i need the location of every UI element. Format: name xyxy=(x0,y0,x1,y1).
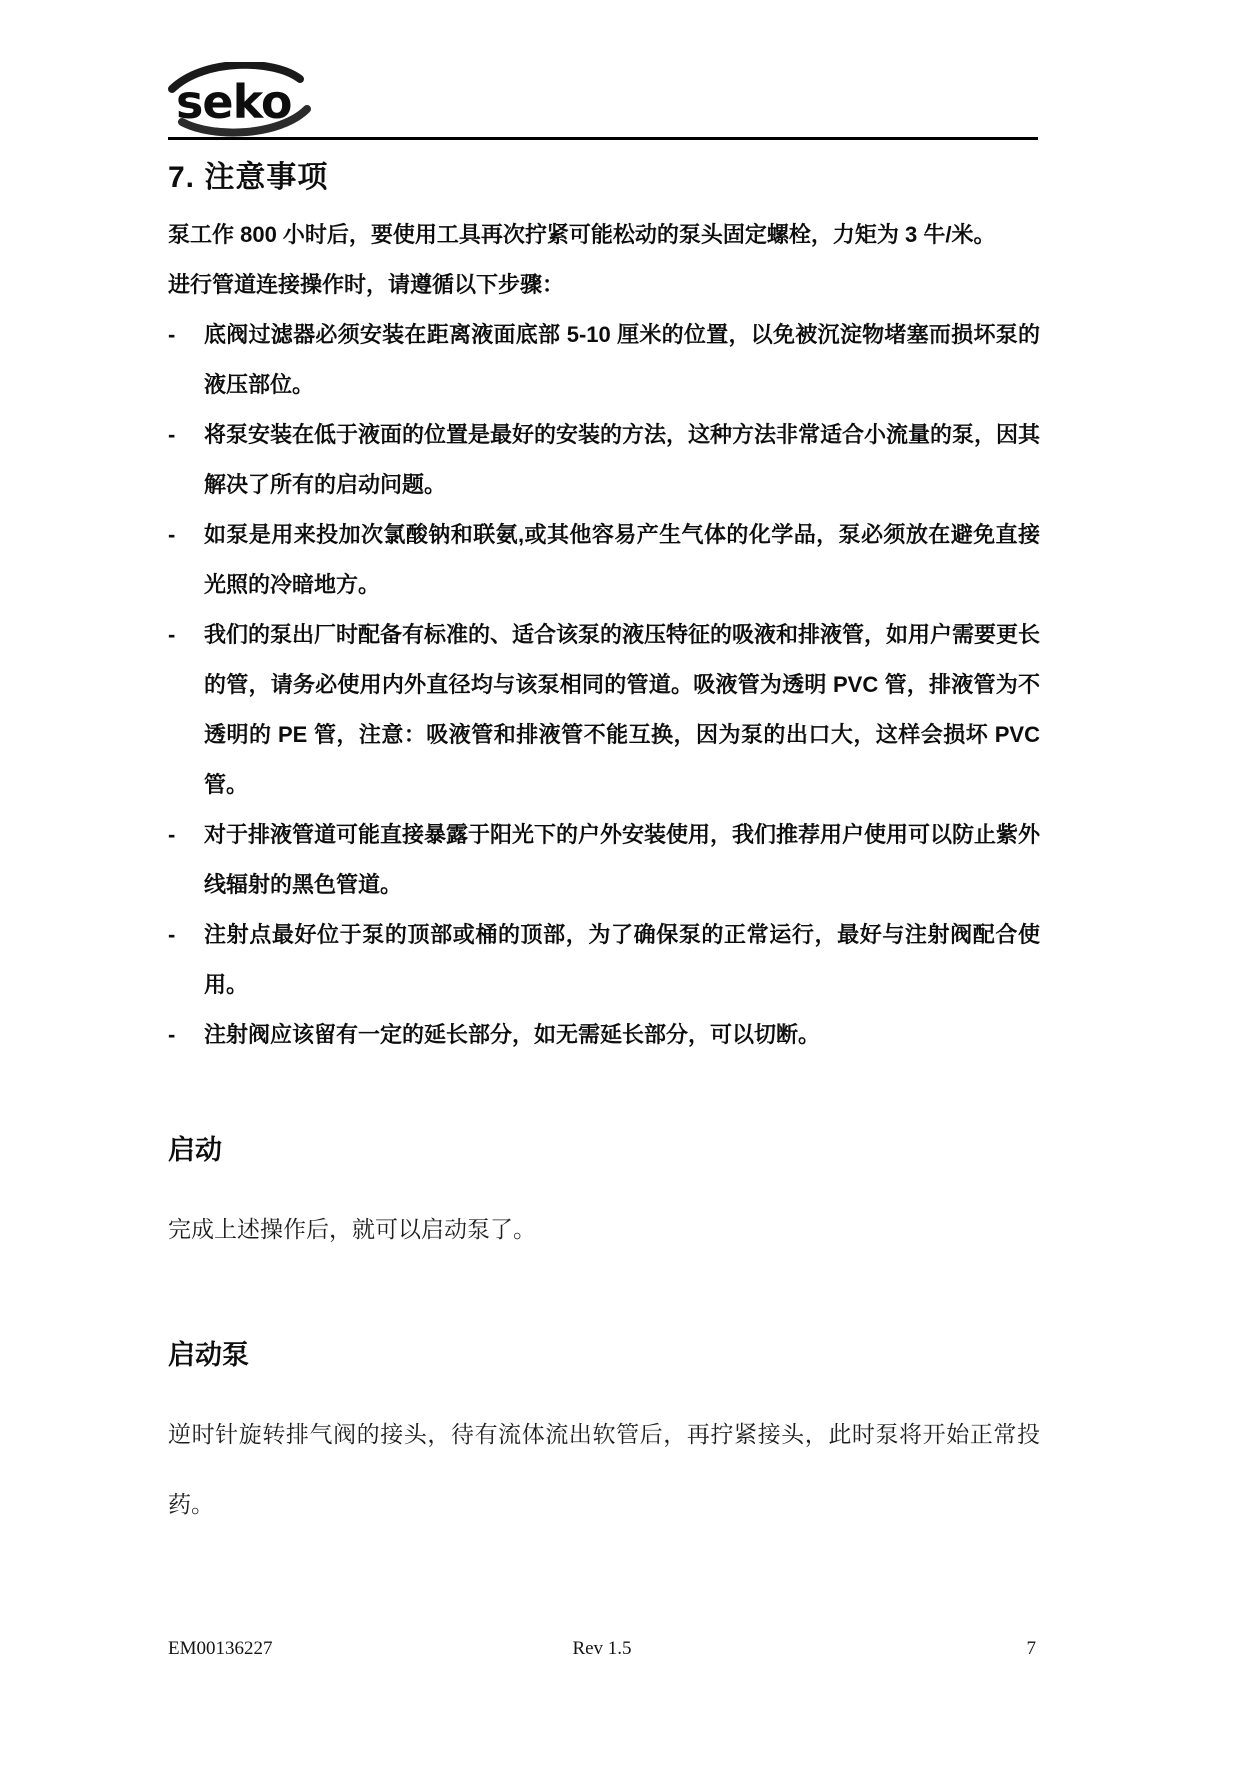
header-rule xyxy=(168,137,1038,140)
sub-sections xyxy=(168,1128,1040,1540)
bullet-dash: - xyxy=(168,322,176,347)
sub-section-body: 完成上述操作后，就可以启动泵了。 xyxy=(168,1217,536,1242)
bullet-text: 注射点最好位于泵的顶部或桶的顶部，为了确保泵的正常运行，最好与注射阀配合使用。 xyxy=(204,922,1040,997)
sub-section-heading: 启动泵 xyxy=(168,1340,249,1370)
bullet-item xyxy=(168,610,1040,810)
seko-logo-graphic xyxy=(162,62,332,138)
bullet-dash: - xyxy=(168,1022,176,1047)
logo-wordmark: seko xyxy=(176,75,292,129)
document-body xyxy=(168,152,1040,1540)
bullet-item xyxy=(168,510,1040,610)
sub-section-body: 逆时针旋转排气阀的接头，待有流体流出软管后，再拧紧接头，此时泵将开始正常投药。 xyxy=(168,1422,1040,1517)
bullet-item xyxy=(168,910,1040,1010)
bullet-text: 注射阀应该留有一定的延长部分，如无需延长部分，可以切断。 xyxy=(204,1022,821,1047)
bullet-text: 我们的泵出厂时配备有标准的、适合该泵的液压特征的吸液和排液管，如用户需要更长的管，请务必使用内外直径均与该泵相同的管道。吸液管为透明 PVC 管，排液管为不透明的 PE 管，注意：吸液管和排液管不能互换，因为泵的出口大，这样会损坏 PVC 管。 xyxy=(204,622,1041,797)
footer-page-number: 7 xyxy=(1026,1638,1036,1659)
sub-section-heading: 启动 xyxy=(168,1135,222,1165)
bullet-dash: - xyxy=(168,922,176,947)
section-title: 7. 注意事项 xyxy=(168,161,329,194)
footer-doc-number: EM00136227 xyxy=(168,1638,273,1659)
bullet-text: 底阀过滤器必须安装在距离液面底部 5-10 厘米的位置，以免被沉淀物堵塞而损坏泵的液压部位。 xyxy=(204,322,1040,397)
bullet-item xyxy=(168,310,1040,410)
paragraph-steps-intro: 进行管道连接操作时，请遵循以下步骤： xyxy=(168,272,565,297)
bullet-item xyxy=(168,1010,1040,1060)
bullet-text: 将泵安装在低于液面的位置是最好的安装的方法，这种方法非常适合小流量的泵，因其解决了所有的启动问题。 xyxy=(204,422,1041,497)
bullet-text: 对于排液管道可能直接暴露于阳光下的户外安装使用，我们推荐用户使用可以防止紫外线辐射的黑色管道。 xyxy=(204,822,1041,897)
bullet-text: 如泵是用来投加次氯酸钠和联氨,或其他容易产生气体的化学品，泵必须放在避免直接光照的冷暗地方。 xyxy=(204,522,1040,597)
bullet-list xyxy=(168,310,1040,1060)
bullet-dash: - xyxy=(168,822,176,847)
bullet-item xyxy=(168,410,1040,510)
bullet-dash: - xyxy=(168,422,176,447)
bullet-item xyxy=(168,810,1040,910)
precautions-block xyxy=(168,210,1040,1060)
bullet-dash: - xyxy=(168,622,176,647)
footer-revision: Rev 1.5 xyxy=(572,1638,632,1659)
seko-logo xyxy=(162,62,332,138)
bullet-dash: - xyxy=(168,522,176,547)
page-footer xyxy=(168,1638,1036,1660)
paragraph-torque: 泵工作 800 小时后，要使用工具再次拧紧可能松动的泵头固定螺栓，力矩为 3 牛/米。 xyxy=(168,222,996,247)
